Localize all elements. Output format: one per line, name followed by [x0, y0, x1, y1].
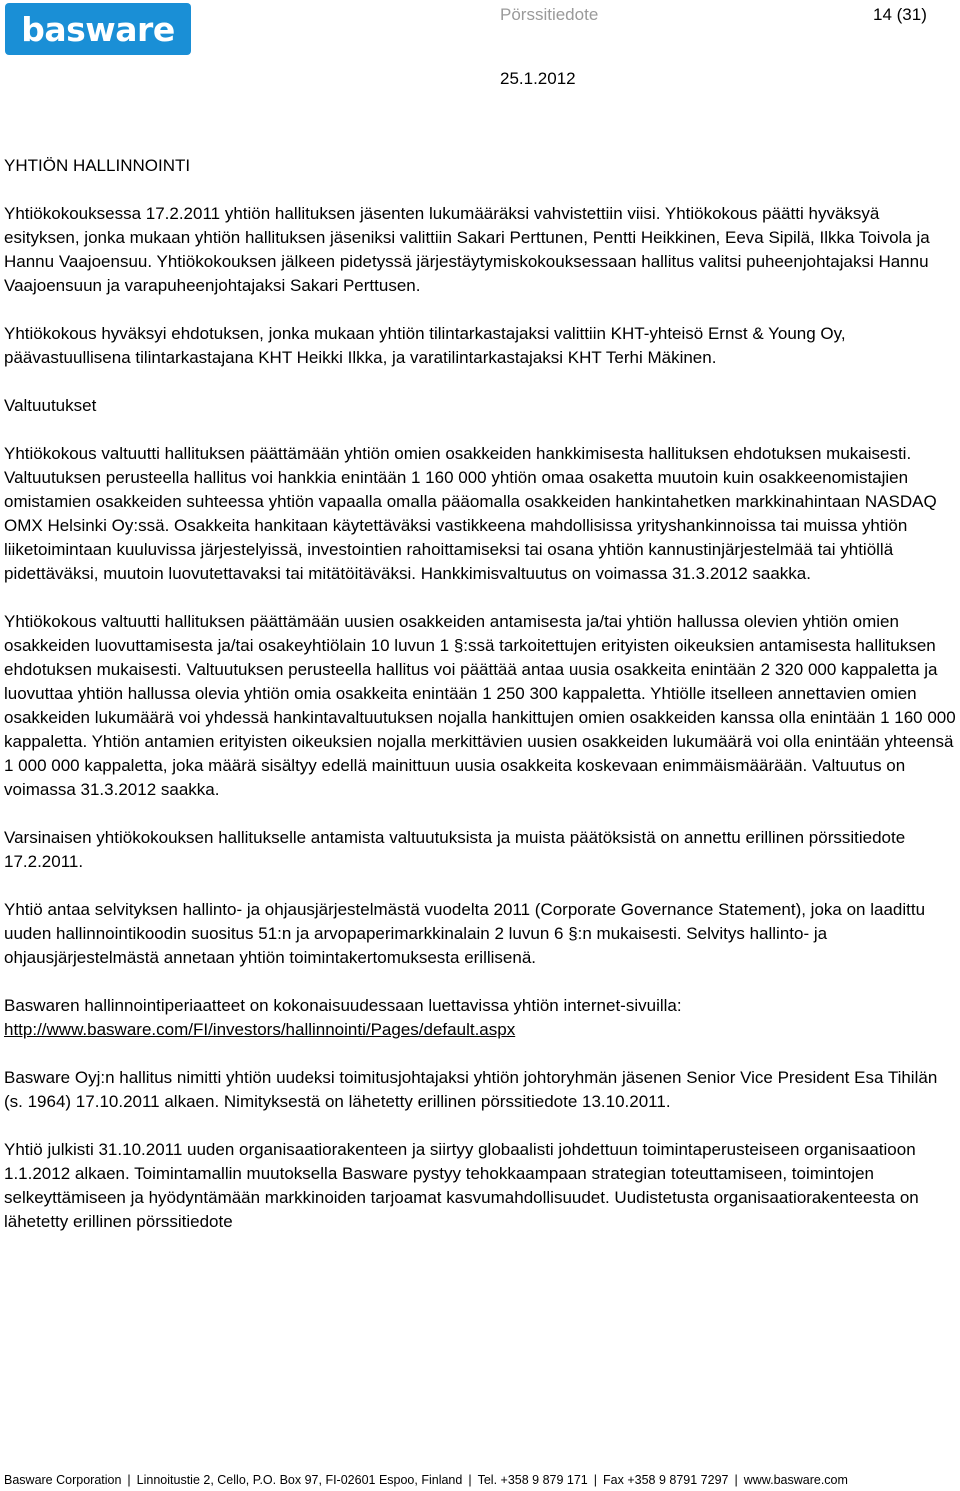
paragraph-share-issue: Yhtiökokous valtuutti hallituksen päättämään uusien osakkeiden antamisesta ja/tai yhtiön hallussa olevien yhtiön omien osakkeiden luovuttamisesta ja/tai osakeyhtiölain 10 luvun 1 §:ssä tarkoitettujen erityisten oikeuksien antamisesta hallituksen ehdotuksen mukaisesti. Valtuutuksen perusteella hallitus voi päättää antaa uusia osakkeita enintään 2 320 000 kappaletta ja luovuttaa yhtiön hallussa olevia yhtiön omia osakkeita enintään 1 250 300 kappaletta. Yhtiölle itselleen annettavien omien osakkeiden lukumäärä voi yhdessä hankintavaltuutuksen nojalla hankittujen omien osakkeiden kanssa olla enintään 1 160 000 kappaletta. Yhtiön antamien erityisten oikeuksien nojalla merkittävien uusien osakkeiden lukumäärä voi olla enintään yhteensä 1 000 000 kappaletta, joka määrä sisältyy edellä mainittuun uusia osakkeita koskevaan enimmäismäärään. Valtuutus on voimassa 31.3.2012 saakka. — [4, 612, 956, 799]
basware-logo — [5, 3, 191, 55]
page-number: 14 (31) — [873, 5, 927, 24]
footer-address: Linnoitustie 2, Cello, P.O. Box 97, FI-02601 Espoo, Finland — [136, 1473, 463, 1487]
subheading-authorizations: Valtuutukset — [4, 396, 97, 415]
paragraph-auditor: Yhtiökokous hyväksyi ehdotuksen, jonka mukaan yhtiön tilintarkastajaksi valittiin KHT-yhteisö Ernst & Young Oy, päävastuullisena tilintarkastajana KHT Heikki Ilkka, ja varatilintarkastajaksi KHT Terhi Mäkinen. — [4, 324, 846, 367]
governance-link[interactable]: http://www.basware.com/FI/investors/hallinnointi/Pages/default.aspx — [4, 1020, 516, 1039]
paragraph-organization: Yhtiö julkisti 31.10.2011 uuden organisaatiorakenteen ja siirtyy globaalisti johdettuun toimintaperusteiseen organisaatioon 1.1.2012 alkaen. Toimintamallin muutoksella Basware pystyy tehokkaampaan strategian toteuttamiseen, toimintojen selkeyttämiseen ja hyödyntämään markkinoiden tarjoamat kasvumahdollisuudet. Uudistetusta organisaatiorakenteesta on lähetetty erillinen pörssitiedote — [4, 1140, 919, 1231]
document-date: 25.1.2012 — [500, 69, 576, 88]
paragraph-ceo-appointment: Basware Oyj:n hallitus nimitti yhtiön uudeksi toimitusjohtajaksi yhtiön johtoryhmän jäsenen Senior Vice President Esa Tihilän (s. 1964) 17.10.2011 alkaen. Nimityksestä on lähetetty erillinen pörssitiedote 13.10.2011. — [4, 1068, 938, 1111]
paragraph-separate-release: Varsinaisen yhtiökokouksen hallitukselle antamista valtuutuksista ja muista päätöksistä on annettu erillinen pörssitiedote 17.2.2011. — [4, 828, 906, 871]
paragraph-board-election: Yhtiökokouksessa 17.2.2011 yhtiön hallituksen jäsenten lukumääräksi vahvistettiin viisi. Yhtiökokous päätti hyväksyä esityksen, jonka mukaan yhtiön hallituksen jäseniksi valittiin Sakari Perttunen, Pentti Heikkinen, Eeva Sipilä, Ilkka Toivola ja Hannu Vaajoensuu. Yhtiökokouksen jälkeen pidetyssä järjestäytymiskokouksessaan hallitus valitsi puheenjohtajaksi Hannu Vaajoensuun ja varapuheenjohtajaksi Sakari Perttusen. — [4, 204, 930, 295]
footer-separator: | — [593, 1473, 598, 1487]
footer-separator: | — [127, 1473, 131, 1487]
footer-fax: Fax +358 9 8791 7297 — [603, 1473, 729, 1487]
footer-web: www.basware.com — [743, 1473, 848, 1487]
document-type: Pörssitiedote — [500, 5, 599, 24]
section-title: YHTIÖN HALLINNOINTI — [4, 156, 191, 175]
document-body — [4, 154, 956, 1258]
logo-text: basware — [21, 9, 175, 49]
paragraph-governance-statement: Yhtiö antaa selvityksen hallinto- ja ohjausjärjestelmästä vuodelta 2011 (Corporate Governance Statement), joka on laadittu uuden hallinnointikoodin suositus 51:n ja arvopaperimarkkinalain 2 luvun 6 §:n mukaisesti. Selvitys hallinto- ja ohjausjärjestelmästä annetaan yhtiön toimintakertomuksesta erillisenä. — [4, 900, 926, 967]
page-footer — [4, 1473, 956, 1487]
footer-company: Basware Corporation — [4, 1473, 122, 1487]
footer-separator: | — [734, 1473, 738, 1487]
paragraph-governance-link — [4, 994, 956, 1042]
governance-link-intro: Baswaren hallinnointiperiaatteet on kokonaisuudessaan luettavissa yhtiön internet-sivuilla: — [4, 996, 682, 1015]
paragraph-share-repurchase: Yhtiökokous valtuutti hallituksen päättämään yhtiön omien osakkeiden hankkimisesta hallituksen ehdotuksen mukaisesti. Valtuutuksen perusteella hallitus voi hankkia enintään 1 160 000 yhtiön omaa osaketta muutoin kuin osakkeenomistajien omistamien osakkeiden suhteessa yhtiön vapaalla omalla pääomalla osakkeiden hankintahetken markkinahintaan NASDAQ OMX Helsinki Oy:ssä. Osakkeita hankitaan käytettäväksi vastikkeena mahdollisissa yrityshankinnoissa tai muissa yhtiön liiketoimintaan kuuluvissa järjestelyissä, investointien rahoittamiseksi tai osana yhtiön kannustinjärjestelmää tai yhtiöllä pidettäväksi, muutoin luovutettavaksi tai mitätöitäväksi. Hankkimisvaltuutus on voimassa 31.3.2012 saakka. — [4, 444, 937, 583]
footer-tel: Tel. +358 9 879 171 — [477, 1473, 588, 1487]
footer-separator: | — [468, 1473, 472, 1487]
